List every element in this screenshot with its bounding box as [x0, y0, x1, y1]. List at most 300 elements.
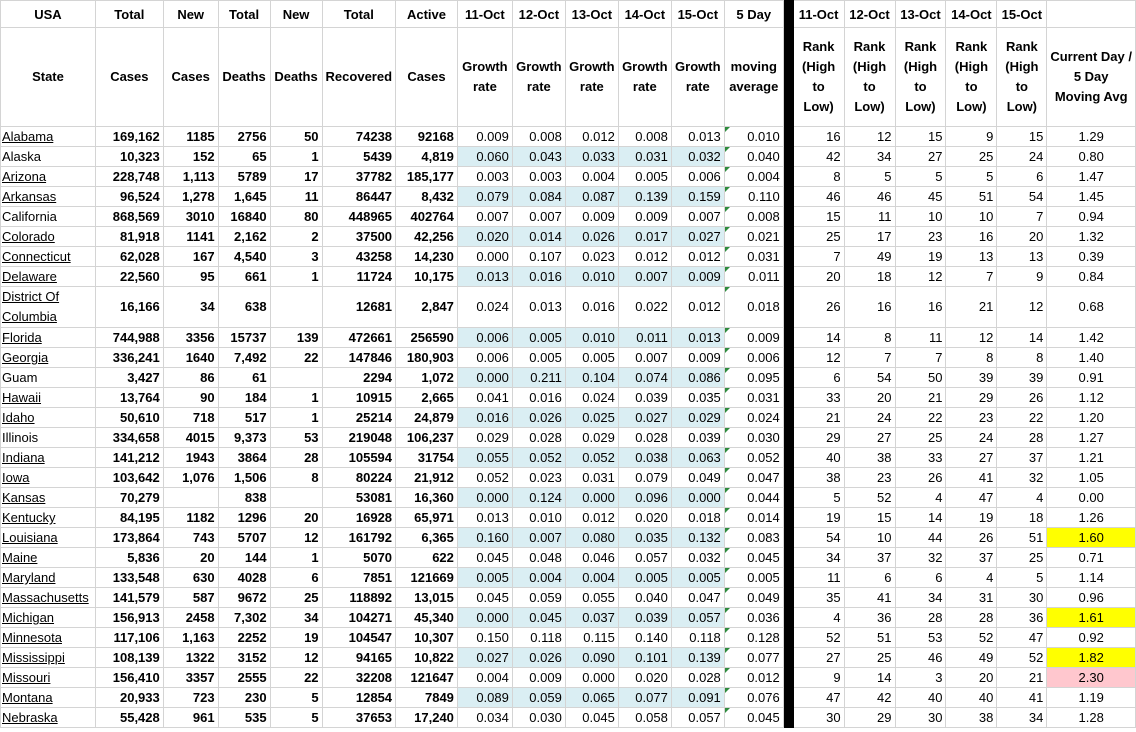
rank-cell[interactable]: 42 — [793, 147, 844, 167]
rank-cell[interactable]: 25 — [844, 648, 895, 668]
total-deaths-cell[interactable]: 5789 — [218, 167, 270, 187]
growth-rate-cell[interactable]: 0.084 — [512, 187, 565, 207]
moving-average-cell[interactable]: 0.030 — [724, 428, 783, 448]
current-to-avg-ratio-cell[interactable]: 0.39 — [1047, 247, 1136, 267]
active-cases-cell[interactable]: 31754 — [396, 448, 458, 468]
rank-cell[interactable]: 39 — [946, 368, 997, 388]
new-deaths-cell[interactable]: 139 — [270, 328, 322, 348]
state-cell[interactable] — [1, 227, 96, 247]
new-deaths-cell[interactable]: 12 — [270, 528, 322, 548]
rank-cell[interactable]: 30 — [895, 708, 946, 728]
total-recovered-cell[interactable]: 25214 — [322, 408, 395, 428]
rank-cell[interactable]: 38 — [844, 448, 895, 468]
rank-cell[interactable]: 19 — [946, 508, 997, 528]
growth-rate-cell[interactable]: 0.087 — [565, 187, 618, 207]
growth-rate-cell[interactable]: 0.007 — [618, 267, 671, 287]
growth-rate-cell[interactable]: 0.022 — [618, 287, 671, 328]
rank-cell[interactable]: 5 — [793, 488, 844, 508]
moving-average-cell[interactable]: 0.049 — [724, 588, 783, 608]
current-to-avg-ratio-cell[interactable]: 1.60 — [1047, 528, 1136, 548]
active-cases-cell[interactable]: 2,665 — [396, 388, 458, 408]
new-cases-cell[interactable] — [163, 488, 218, 508]
rank-cell[interactable]: 7 — [946, 267, 997, 287]
growth-rate-cell[interactable]: 0.013 — [457, 267, 512, 287]
growth-rate-cell[interactable]: 0.010 — [565, 267, 618, 287]
rank-cell[interactable]: 23 — [946, 408, 997, 428]
total-recovered-cell[interactable]: 161792 — [322, 528, 395, 548]
active-cases-cell[interactable]: 14,230 — [396, 247, 458, 267]
state-cell[interactable] — [1, 267, 96, 287]
new-cases-cell[interactable]: 1,113 — [163, 167, 218, 187]
rank-cell[interactable]: 40 — [946, 688, 997, 708]
rank-cell[interactable]: 34 — [895, 588, 946, 608]
growth-rate-cell[interactable]: 0.013 — [671, 328, 724, 348]
growth-rate-cell[interactable]: 0.096 — [618, 488, 671, 508]
growth-rate-cell[interactable]: 0.060 — [457, 147, 512, 167]
rank-cell[interactable]: 23 — [844, 468, 895, 488]
growth-rate-cell[interactable]: 0.007 — [512, 207, 565, 227]
new-deaths-cell[interactable]: 50 — [270, 127, 322, 147]
active-cases-cell[interactable]: 10,307 — [396, 628, 458, 648]
rank-cell[interactable]: 14 — [997, 328, 1047, 348]
growth-rate-cell[interactable]: 0.027 — [457, 648, 512, 668]
growth-rate-cell[interactable]: 0.013 — [512, 287, 565, 328]
total-recovered-cell[interactable]: 43258 — [322, 247, 395, 267]
growth-rate-cell[interactable]: 0.012 — [565, 508, 618, 528]
total-deaths-cell[interactable]: 2252 — [218, 628, 270, 648]
growth-rate-cell[interactable]: 0.020 — [618, 508, 671, 528]
rank-cell[interactable]: 23 — [895, 227, 946, 247]
current-to-avg-ratio-cell[interactable]: 1.32 — [1047, 227, 1136, 247]
state-link[interactable]: Maryland — [2, 570, 56, 585]
total-deaths-cell[interactable]: 1,506 — [218, 468, 270, 488]
growth-rate-cell[interactable]: 0.029 — [565, 428, 618, 448]
rank-cell[interactable]: 5 — [844, 167, 895, 187]
rank-cell[interactable]: 5 — [895, 167, 946, 187]
total-cases-cell[interactable]: 10,323 — [95, 147, 163, 167]
new-deaths-cell[interactable]: 8 — [270, 468, 322, 488]
total-recovered-cell[interactable]: 5439 — [322, 147, 395, 167]
growth-rate-cell[interactable]: 0.029 — [457, 428, 512, 448]
new-deaths-cell[interactable]: 25 — [270, 588, 322, 608]
rank-cell[interactable]: 16 — [895, 287, 946, 328]
current-to-avg-ratio-cell[interactable]: 1.82 — [1047, 648, 1136, 668]
growth-rate-cell[interactable]: 0.023 — [512, 468, 565, 488]
rank-cell[interactable]: 6 — [895, 568, 946, 588]
rank-cell[interactable]: 5 — [946, 167, 997, 187]
rank-cell[interactable]: 10 — [946, 207, 997, 227]
current-to-avg-ratio-cell[interactable]: 1.12 — [1047, 388, 1136, 408]
growth-rate-cell[interactable]: 0.047 — [671, 588, 724, 608]
new-cases-cell[interactable]: 743 — [163, 528, 218, 548]
total-cases-cell[interactable]: 156,410 — [95, 668, 163, 688]
rank-cell[interactable]: 40 — [895, 688, 946, 708]
total-deaths-cell[interactable]: 638 — [218, 287, 270, 328]
active-cases-cell[interactable]: 121669 — [396, 568, 458, 588]
rank-cell[interactable]: 26 — [793, 287, 844, 328]
rank-cell[interactable]: 16 — [793, 127, 844, 147]
state-link[interactable]: Idaho — [2, 410, 35, 425]
active-cases-cell[interactable]: 21,912 — [396, 468, 458, 488]
growth-rate-cell[interactable]: 0.057 — [618, 548, 671, 568]
moving-average-cell[interactable]: 0.006 — [724, 348, 783, 368]
rank-cell[interactable]: 8 — [946, 348, 997, 368]
growth-rate-cell[interactable]: 0.028 — [618, 428, 671, 448]
rank-cell[interactable]: 18 — [997, 508, 1047, 528]
growth-rate-cell[interactable]: 0.034 — [457, 708, 512, 728]
rank-cell[interactable]: 33 — [895, 448, 946, 468]
total-recovered-cell[interactable]: 11724 — [322, 267, 395, 287]
growth-rate-cell[interactable]: 0.008 — [512, 127, 565, 147]
moving-average-cell[interactable]: 0.095 — [724, 368, 783, 388]
state-link[interactable]: Delaware — [2, 269, 57, 284]
new-deaths-cell[interactable]: 34 — [270, 608, 322, 628]
rank-cell[interactable]: 51 — [946, 187, 997, 207]
total-deaths-cell[interactable]: 2,162 — [218, 227, 270, 247]
new-cases-cell[interactable]: 3357 — [163, 668, 218, 688]
total-cases-cell[interactable]: 84,195 — [95, 508, 163, 528]
rank-cell[interactable]: 38 — [793, 468, 844, 488]
state-link[interactable]: Georgia — [2, 350, 49, 365]
total-cases-cell[interactable]: 22,560 — [95, 267, 163, 287]
growth-rate-cell[interactable]: 0.049 — [671, 468, 724, 488]
state-cell[interactable] — [1, 508, 96, 528]
total-cases-cell[interactable]: 141,212 — [95, 448, 163, 468]
total-deaths-cell[interactable]: 535 — [218, 708, 270, 728]
rank-cell[interactable]: 29 — [946, 388, 997, 408]
rank-cell[interactable]: 29 — [793, 428, 844, 448]
growth-rate-cell[interactable]: 0.006 — [457, 328, 512, 348]
new-cases-cell[interactable]: 2458 — [163, 608, 218, 628]
rank-cell[interactable]: 41 — [844, 588, 895, 608]
total-cases-cell[interactable]: 55,428 — [95, 708, 163, 728]
active-cases-cell[interactable]: 65,971 — [396, 508, 458, 528]
total-cases-cell[interactable]: 868,569 — [95, 207, 163, 227]
growth-rate-cell[interactable]: 0.118 — [671, 628, 724, 648]
growth-rate-cell[interactable]: 0.150 — [457, 628, 512, 648]
growth-rate-cell[interactable]: 0.013 — [671, 127, 724, 147]
new-cases-cell[interactable]: 1943 — [163, 448, 218, 468]
growth-rate-cell[interactable]: 0.018 — [671, 508, 724, 528]
total-recovered-cell[interactable]: 16928 — [322, 508, 395, 528]
total-deaths-cell[interactable]: 4028 — [218, 568, 270, 588]
rank-cell[interactable]: 52 — [946, 628, 997, 648]
growth-rate-cell[interactable]: 0.052 — [512, 448, 565, 468]
growth-rate-cell[interactable]: 0.077 — [618, 688, 671, 708]
rank-cell[interactable]: 14 — [793, 328, 844, 348]
total-recovered-cell[interactable]: 80224 — [322, 468, 395, 488]
growth-rate-cell[interactable]: 0.006 — [671, 167, 724, 187]
new-cases-cell[interactable]: 86 — [163, 368, 218, 388]
growth-rate-cell[interactable]: 0.032 — [671, 548, 724, 568]
rank-cell[interactable]: 25 — [793, 227, 844, 247]
new-deaths-cell[interactable]: 6 — [270, 568, 322, 588]
total-recovered-cell[interactable]: 94165 — [322, 648, 395, 668]
current-to-avg-ratio-cell[interactable]: 1.47 — [1047, 167, 1136, 187]
rank-cell[interactable]: 4 — [793, 608, 844, 628]
total-cases-cell[interactable]: 13,764 — [95, 388, 163, 408]
rank-cell[interactable]: 9 — [946, 127, 997, 147]
moving-average-cell[interactable]: 0.036 — [724, 608, 783, 628]
new-cases-cell[interactable]: 961 — [163, 708, 218, 728]
total-cases-cell[interactable]: 156,913 — [95, 608, 163, 628]
growth-rate-cell[interactable]: 0.046 — [565, 548, 618, 568]
new-cases-cell[interactable]: 167 — [163, 247, 218, 267]
rank-cell[interactable]: 54 — [997, 187, 1047, 207]
growth-rate-cell[interactable]: 0.052 — [565, 448, 618, 468]
growth-rate-cell[interactable]: 0.104 — [565, 368, 618, 388]
moving-average-cell[interactable]: 0.012 — [724, 668, 783, 688]
rank-cell[interactable]: 22 — [895, 408, 946, 428]
rank-cell[interactable]: 21 — [997, 668, 1047, 688]
new-cases-cell[interactable]: 34 — [163, 287, 218, 328]
total-deaths-cell[interactable]: 3864 — [218, 448, 270, 468]
growth-rate-cell[interactable]: 0.010 — [512, 508, 565, 528]
rank-cell[interactable]: 15 — [997, 127, 1047, 147]
new-cases-cell[interactable]: 718 — [163, 408, 218, 428]
total-cases-cell[interactable]: 96,524 — [95, 187, 163, 207]
total-deaths-cell[interactable]: 7,492 — [218, 348, 270, 368]
total-deaths-cell[interactable]: 838 — [218, 488, 270, 508]
total-deaths-cell[interactable]: 65 — [218, 147, 270, 167]
total-deaths-cell[interactable]: 4,540 — [218, 247, 270, 267]
growth-rate-cell[interactable]: 0.009 — [618, 207, 671, 227]
growth-rate-cell[interactable]: 0.004 — [565, 568, 618, 588]
state-link[interactable]: Alabama — [2, 129, 54, 144]
total-recovered-cell[interactable]: 5070 — [322, 548, 395, 568]
state-link[interactable]: Kansas — [2, 490, 46, 505]
growth-rate-cell[interactable]: 0.031 — [618, 147, 671, 167]
new-cases-cell[interactable]: 630 — [163, 568, 218, 588]
state-link[interactable]: Louisiana — [2, 530, 58, 545]
new-deaths-cell[interactable]: 53 — [270, 428, 322, 448]
total-deaths-cell[interactable]: 7,302 — [218, 608, 270, 628]
growth-rate-cell[interactable]: 0.040 — [618, 588, 671, 608]
growth-rate-cell[interactable]: 0.005 — [512, 328, 565, 348]
total-deaths-cell[interactable]: 15737 — [218, 328, 270, 348]
growth-rate-cell[interactable]: 0.160 — [457, 528, 512, 548]
total-recovered-cell[interactable]: 12854 — [322, 688, 395, 708]
current-to-avg-ratio-cell[interactable]: 0.84 — [1047, 267, 1136, 287]
moving-average-cell[interactable]: 0.040 — [724, 147, 783, 167]
total-recovered-cell[interactable]: 10915 — [322, 388, 395, 408]
growth-rate-cell[interactable]: 0.063 — [671, 448, 724, 468]
growth-rate-cell[interactable]: 0.140 — [618, 628, 671, 648]
state-link[interactable]: Arizona — [2, 169, 47, 184]
new-deaths-cell[interactable]: 80 — [270, 207, 322, 227]
total-cases-cell[interactable]: 173,864 — [95, 528, 163, 548]
growth-rate-cell[interactable]: 0.007 — [457, 207, 512, 227]
rank-cell[interactable]: 50 — [895, 368, 946, 388]
state-link[interactable]: Nebraska — [2, 710, 58, 725]
growth-rate-cell[interactable]: 0.058 — [618, 708, 671, 728]
rank-cell[interactable]: 6 — [844, 568, 895, 588]
growth-rate-cell[interactable]: 0.045 — [565, 708, 618, 728]
growth-rate-cell[interactable]: 0.000 — [457, 608, 512, 628]
growth-rate-cell[interactable]: 0.139 — [618, 187, 671, 207]
total-cases-cell[interactable]: 744,988 — [95, 328, 163, 348]
growth-rate-cell[interactable]: 0.020 — [618, 668, 671, 688]
growth-rate-cell[interactable]: 0.028 — [671, 668, 724, 688]
growth-rate-cell[interactable]: 0.086 — [671, 368, 724, 388]
total-deaths-cell[interactable]: 9,373 — [218, 428, 270, 448]
current-to-avg-ratio-cell[interactable]: 0.80 — [1047, 147, 1136, 167]
state-link[interactable]: Maine — [2, 550, 38, 565]
current-to-avg-ratio-cell[interactable]: 1.19 — [1047, 688, 1136, 708]
state-cell[interactable] — [1, 648, 96, 668]
growth-rate-cell[interactable]: 0.016 — [512, 267, 565, 287]
new-deaths-cell[interactable]: 1 — [270, 388, 322, 408]
growth-rate-cell[interactable]: 0.005 — [618, 568, 671, 588]
growth-rate-cell[interactable]: 0.005 — [512, 348, 565, 368]
rank-cell[interactable]: 41 — [997, 688, 1047, 708]
new-deaths-cell[interactable]: 17 — [270, 167, 322, 187]
rank-cell[interactable]: 52 — [844, 488, 895, 508]
active-cases-cell[interactable]: 13,015 — [396, 588, 458, 608]
total-cases-cell[interactable]: 336,241 — [95, 348, 163, 368]
total-cases-cell[interactable]: 50,610 — [95, 408, 163, 428]
moving-average-cell[interactable]: 0.018 — [724, 287, 783, 328]
rank-cell[interactable]: 21 — [793, 408, 844, 428]
total-deaths-cell[interactable]: 1296 — [218, 508, 270, 528]
total-cases-cell[interactable]: 141,579 — [95, 588, 163, 608]
rank-cell[interactable]: 27 — [895, 147, 946, 167]
moving-average-cell[interactable]: 0.005 — [724, 568, 783, 588]
growth-rate-cell[interactable]: 0.024 — [565, 388, 618, 408]
moving-average-cell[interactable]: 0.014 — [724, 508, 783, 528]
new-deaths-cell[interactable]: 5 — [270, 708, 322, 728]
rank-cell[interactable]: 20 — [844, 388, 895, 408]
growth-rate-cell[interactable]: 0.009 — [457, 127, 512, 147]
growth-rate-cell[interactable]: 0.039 — [671, 428, 724, 448]
moving-average-cell[interactable]: 0.004 — [724, 167, 783, 187]
state-link[interactable]: Missouri — [2, 670, 51, 685]
state-link[interactable]: Minnesota — [2, 630, 62, 645]
total-deaths-cell[interactable]: 144 — [218, 548, 270, 568]
rank-cell[interactable]: 12 — [895, 267, 946, 287]
growth-rate-cell[interactable]: 0.000 — [457, 247, 512, 267]
growth-rate-cell[interactable]: 0.045 — [457, 588, 512, 608]
moving-average-cell[interactable]: 0.110 — [724, 187, 783, 207]
growth-rate-cell[interactable]: 0.041 — [457, 388, 512, 408]
rank-cell[interactable]: 13 — [946, 247, 997, 267]
growth-rate-cell[interactable]: 0.037 — [565, 608, 618, 628]
growth-rate-cell[interactable]: 0.009 — [671, 267, 724, 287]
new-cases-cell[interactable]: 1,278 — [163, 187, 218, 207]
current-to-avg-ratio-cell[interactable]: 1.27 — [1047, 428, 1136, 448]
growth-rate-cell[interactable]: 0.035 — [618, 528, 671, 548]
rank-cell[interactable]: 5 — [997, 568, 1047, 588]
rank-cell[interactable]: 53 — [895, 628, 946, 648]
active-cases-cell[interactable]: 106,237 — [396, 428, 458, 448]
new-deaths-cell[interactable]: 1 — [270, 408, 322, 428]
new-deaths-cell[interactable]: 22 — [270, 348, 322, 368]
rank-cell[interactable]: 26 — [946, 528, 997, 548]
growth-rate-cell[interactable]: 0.005 — [618, 167, 671, 187]
growth-rate-cell[interactable]: 0.035 — [671, 388, 724, 408]
rank-cell[interactable]: 42 — [844, 688, 895, 708]
rank-cell[interactable]: 9 — [793, 668, 844, 688]
rank-cell[interactable]: 7 — [844, 348, 895, 368]
rank-cell[interactable]: 11 — [793, 568, 844, 588]
moving-average-cell[interactable]: 0.024 — [724, 408, 783, 428]
growth-rate-cell[interactable]: 0.026 — [565, 227, 618, 247]
growth-rate-cell[interactable]: 0.055 — [565, 588, 618, 608]
moving-average-cell[interactable]: 0.047 — [724, 468, 783, 488]
total-cases-cell[interactable]: 62,028 — [95, 247, 163, 267]
growth-rate-cell[interactable]: 0.101 — [618, 648, 671, 668]
active-cases-cell[interactable]: 17,240 — [396, 708, 458, 728]
growth-rate-cell[interactable]: 0.159 — [671, 187, 724, 207]
growth-rate-cell[interactable]: 0.045 — [457, 548, 512, 568]
active-cases-cell[interactable]: 180,903 — [396, 348, 458, 368]
rank-cell[interactable]: 22 — [997, 408, 1047, 428]
growth-rate-cell[interactable]: 0.009 — [565, 207, 618, 227]
rank-cell[interactable]: 20 — [997, 227, 1047, 247]
new-deaths-cell[interactable]: 11 — [270, 187, 322, 207]
rank-cell[interactable]: 27 — [844, 428, 895, 448]
growth-rate-cell[interactable]: 0.107 — [512, 247, 565, 267]
growth-rate-cell[interactable]: 0.023 — [565, 247, 618, 267]
total-deaths-cell[interactable]: 1,645 — [218, 187, 270, 207]
rank-cell[interactable]: 47 — [997, 628, 1047, 648]
state-link[interactable]: Iowa — [2, 470, 30, 485]
growth-rate-cell[interactable]: 0.000 — [565, 488, 618, 508]
new-deaths-cell[interactable]: 1 — [270, 267, 322, 287]
growth-rate-cell[interactable]: 0.005 — [671, 568, 724, 588]
state-cell[interactable] — [1, 528, 96, 548]
active-cases-cell[interactable]: 6,365 — [396, 528, 458, 548]
rank-cell[interactable]: 4 — [895, 488, 946, 508]
rank-cell[interactable]: 13 — [997, 247, 1047, 267]
rank-cell[interactable]: 10 — [844, 528, 895, 548]
rank-cell[interactable]: 27 — [946, 448, 997, 468]
rank-cell[interactable]: 11 — [844, 207, 895, 227]
new-cases-cell[interactable]: 1,076 — [163, 468, 218, 488]
growth-rate-cell[interactable]: 0.089 — [457, 688, 512, 708]
growth-rate-cell[interactable]: 0.052 — [457, 468, 512, 488]
current-to-avg-ratio-cell[interactable]: 1.14 — [1047, 568, 1136, 588]
rank-cell[interactable]: 39 — [997, 368, 1047, 388]
total-deaths-cell[interactable]: 517 — [218, 408, 270, 428]
new-deaths-cell[interactable]: 12 — [270, 648, 322, 668]
growth-rate-cell[interactable]: 0.012 — [565, 127, 618, 147]
growth-rate-cell[interactable]: 0.031 — [565, 468, 618, 488]
growth-rate-cell[interactable]: 0.074 — [618, 368, 671, 388]
new-cases-cell[interactable]: 1182 — [163, 508, 218, 528]
rank-cell[interactable]: 6 — [793, 368, 844, 388]
total-recovered-cell[interactable]: 118892 — [322, 588, 395, 608]
growth-rate-cell[interactable]: 0.124 — [512, 488, 565, 508]
total-cases-cell[interactable]: 108,139 — [95, 648, 163, 668]
rank-cell[interactable]: 16 — [946, 227, 997, 247]
active-cases-cell[interactable]: 24,879 — [396, 408, 458, 428]
rank-cell[interactable]: 10 — [895, 207, 946, 227]
growth-rate-cell[interactable]: 0.016 — [512, 388, 565, 408]
new-cases-cell[interactable]: 1185 — [163, 127, 218, 147]
new-cases-cell[interactable]: 1141 — [163, 227, 218, 247]
new-deaths-cell[interactable]: 5 — [270, 688, 322, 708]
active-cases-cell[interactable]: 185,177 — [396, 167, 458, 187]
total-cases-cell[interactable]: 3,427 — [95, 368, 163, 388]
new-cases-cell[interactable]: 90 — [163, 388, 218, 408]
total-cases-cell[interactable]: 81,918 — [95, 227, 163, 247]
active-cases-cell[interactable]: 1,072 — [396, 368, 458, 388]
total-cases-cell[interactable]: 20,933 — [95, 688, 163, 708]
state-cell[interactable] — [1, 247, 96, 267]
growth-rate-cell[interactable]: 0.065 — [565, 688, 618, 708]
state-link[interactable]: Arkansas — [2, 189, 57, 204]
